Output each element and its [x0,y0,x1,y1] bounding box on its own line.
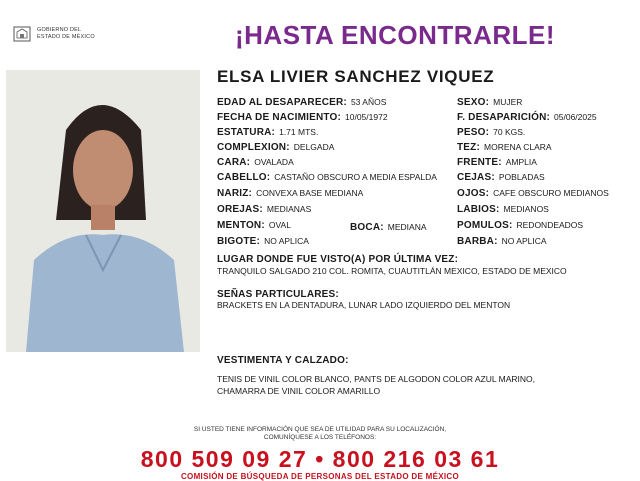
field-bigote [217,236,309,247]
headline: ¡HASTA ENCONTRARLE! [234,20,556,50]
label-frente: FRENTE: [457,157,502,168]
label-barba: BARBA: [457,236,498,247]
label-boca: BOCA: [350,222,384,233]
value-menton: OVAL [268,220,291,230]
field-peso [457,127,525,138]
value-tez: MORENA CLARA [484,142,552,152]
value-sexo: MUJER [493,97,523,107]
value-frente: AMPLIA [505,157,537,167]
value-bigote: NO APLICA [264,236,309,246]
label-menton: MENTON: [217,220,265,231]
vestimenta-line2: CHAMARRA DE VINIL COLOR AMARILLO [217,386,381,396]
field-menton [217,220,291,231]
value-cara: OVALADA [254,157,294,167]
value-barba: NO APLICA [501,236,547,246]
field-f-desaparicion [457,112,597,123]
vestimenta-line1: TENIS DE VINIL COLOR BLANCO, PANTS DE ALGODON COLOR AZUL MARINO, [217,374,536,384]
field-pomulos [457,220,583,231]
field-labios [457,204,549,215]
phone-2[interactable]: 800 216 03 61 [332,446,500,472]
value-boca: MEDIANA [387,222,427,232]
footer-commission: COMISIÓN DE BÚSQUEDA DE PERSONAS DEL ESTADO DE MÉXICO [180,472,459,481]
senas-heading: SEÑAS PARTICULARES: [217,289,339,300]
label-estatura: ESTATURA: [217,127,276,138]
field-estatura [217,127,318,138]
label-fecha-nacimiento: FECHA DE NACIMIENTO: [217,112,341,123]
value-fecha-nacimiento: 10/05/1972 [345,112,388,122]
value-orejas: MEDIANAS [266,204,312,214]
person-photo [6,70,200,352]
contact-line2: COMUNÍQUESE A LOS TELÉFONOS: [263,434,377,441]
field-frente [457,157,537,168]
logo-line1: GOBIERNO DEL [37,27,82,33]
phone-numbers [0,446,640,473]
label-pomulos: POMULOS: [457,220,513,231]
label-orejas: OREJAS: [217,204,263,215]
value-cejas: POBLADAS [498,172,545,182]
value-pomulos: REDONDEADOS [516,220,584,230]
field-cabello [217,172,437,183]
label-cabello: CABELLO: [217,172,271,183]
field-edad [217,97,386,108]
value-peso: 70 KGS. [493,127,526,137]
last-seen-heading: LUGAR DONDE FUE VISTO(A) POR ÚLTIMA VEZ: [217,254,459,265]
field-nariz [217,188,363,199]
field-ojos [457,188,609,199]
field-complexion [217,142,334,153]
label-tez: TEZ: [457,142,481,153]
label-bigote: BIGOTE: [217,236,261,247]
value-labios: MEDIANOS [503,204,549,214]
field-cara [217,157,294,168]
label-peso: PESO: [457,127,490,138]
label-cejas: CEJAS: [457,172,495,183]
label-complexion: COMPLEXION: [217,142,290,153]
value-cabello: CASTAÑO OBSCURO A MEDIA ESPALDA [274,172,437,182]
label-sexo: SEXO: [457,97,490,108]
vestimenta-heading: VESTIMENTA Y CALZADO: [217,355,349,366]
logo-line2: ESTADO DE MÉXICO [37,34,95,40]
value-nariz: CONVEXA BASE MEDIANA [256,188,364,198]
field-orejas [217,204,311,215]
value-ojos: CAFE OBSCURO MEDIANOS [493,188,609,198]
last-seen-value: TRANQUILO SALGADO 210 COL. ROMITA, CUAUTITLÁN MEXICO, ESTADO DE MEXICO [217,266,567,276]
senas-value: BRACKETS EN LA DENTADURA, LUNAR LADO IZQUIERDO DEL MENTON [217,300,511,310]
label-f-desaparicion: F. DESAPARICIÓN: [457,112,551,123]
label-labios: LABIOS: [457,204,500,215]
value-complexion: DELGADA [293,142,335,152]
person-name: ELSA LIVIER SANCHEZ VIQUEZ [217,67,495,86]
field-fecha-nacimiento [217,112,388,123]
value-f-desaparicion: 05/06/2025 [554,112,597,122]
label-cara: CARA: [217,157,251,168]
field-barba [457,236,547,247]
field-boca [350,222,427,233]
field-tez [457,142,552,153]
field-cejas [457,172,545,183]
label-nariz: NARIZ: [217,188,253,199]
phone-separator: • [315,446,325,472]
label-ojos: OJOS: [457,188,490,199]
contact-line1: SI USTED TIENE INFORMACIÓN QUE SEA DE UTILIDAD PARA SU LOCALIZACIÓN, [193,426,447,433]
value-edad: 53 AÑOS [350,97,387,107]
value-estatura: 1.71 MTS. [279,127,319,137]
field-sexo [457,97,522,108]
phone-1[interactable]: 800 509 09 27 [140,446,308,472]
label-edad: EDAD AL DESAPARECER: [217,97,347,108]
